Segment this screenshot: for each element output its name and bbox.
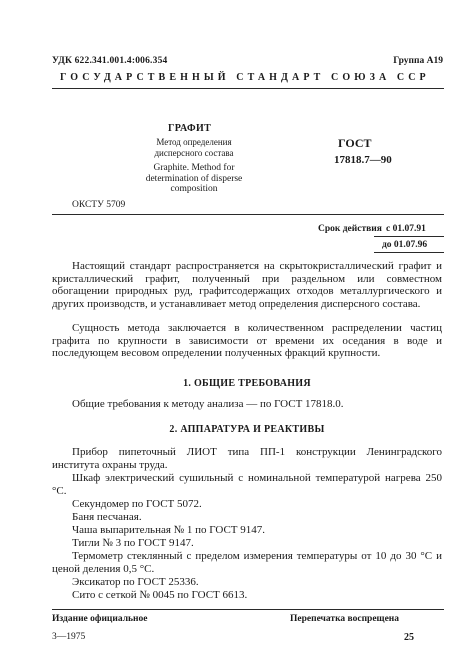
state-standard-title: ГОСУДАРСТВЕННЫЙ СТАНДАРТ СОЮЗА ССР <box>60 72 430 83</box>
subject-en: Graphite. Method for determination of disperse composition <box>145 163 243 194</box>
okstu-code: ОКСТУ 5709 <box>72 200 126 210</box>
reprint-label: Перепечатка воспрещена <box>290 614 400 624</box>
validity-to: до 01.07.96 <box>382 240 428 250</box>
apparatus-item: Прибор пипеточный ЛИОТ типа ПП-1 конструкции Ленинградского института охраны труда. <box>52 446 442 471</box>
edition-label: Издание официальное <box>52 614 148 624</box>
section-1-heading: 1. ОБЩИЕ ТРЕБОВАНИЯ <box>183 378 311 389</box>
apparatus-item: Сито с сеткой № 0045 по ГОСТ 6613. <box>72 589 248 601</box>
apparatus-item: Эксикатор по ГОСТ 25336. <box>72 576 199 588</box>
section-2-heading: 2. АППАРАТУРА И РЕАКТИВЫ <box>169 424 325 435</box>
edition-code: 3—1975 <box>52 632 86 642</box>
group-code: Группа А19 <box>393 56 443 66</box>
validity-rule-2 <box>374 252 444 253</box>
validity-rule-1 <box>374 236 444 237</box>
apparatus-item: Секундомер по ГОСТ 5072. <box>72 498 202 510</box>
section-1-text: Общие требования к методу анализа — по ГОСТ 17818.0. <box>72 398 344 410</box>
apparatus-item: Чаша выпарительная № 1 по ГОСТ 9147. <box>72 524 265 536</box>
gost-label: ГОСТ <box>338 136 372 150</box>
apparatus-item: Баня песчаная. <box>72 511 142 523</box>
page-number: 25 <box>404 632 414 643</box>
footer-rule <box>52 609 444 610</box>
title-block-rule <box>52 214 444 215</box>
header-rule <box>52 88 444 89</box>
validity-label: Срок действия <box>318 224 382 234</box>
apparatus-item: Термометр стеклянный с пределом измерения температуры от 10 до 30 °С и ценой деления 0,5 °С. <box>52 550 442 575</box>
gost-number: 17818.7—90 <box>334 154 392 166</box>
subject-title: ГРАФИТ <box>168 123 212 134</box>
apparatus-item: Шкаф электрический сушильный с номинальной температурой нагрева 250 °С. <box>52 472 442 497</box>
subject-ru: Метод определения дисперсного состава <box>154 137 234 158</box>
udk-code: УДК 622.341.001.4:006.354 <box>52 56 168 66</box>
apparatus-item: Тигли № 3 по ГОСТ 9147. <box>72 537 194 549</box>
essence-paragraph: Сущность метода заключается в количественном распределении частиц графита по крупности в зависимости от времени их оседания в воде и последующем весовом определении полученных фракций крупности. <box>52 322 442 360</box>
validity-from: с 01.07.91 <box>386 224 426 234</box>
intro-paragraph: Настоящий стандарт распространяется на скрытокристаллический графит и кристаллический графит, полученный при раздельном или совместном обогащении природных руд, графитсодержащих отходов металлургического и других производств, и устанавливает метод определения дисперсного состава. <box>52 260 442 310</box>
